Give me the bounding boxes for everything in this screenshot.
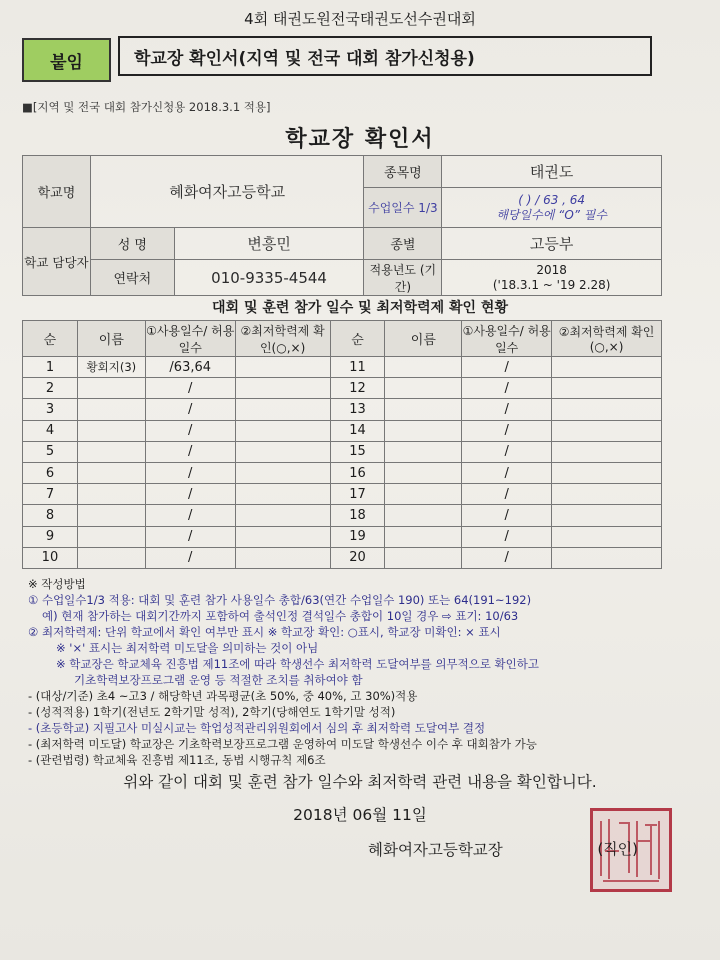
class-days-label: 수업일수 1/3 bbox=[364, 188, 442, 228]
info-table bbox=[22, 155, 662, 296]
student-name bbox=[77, 484, 145, 505]
table-row bbox=[23, 357, 662, 378]
min-academic-check bbox=[552, 484, 662, 505]
min-academic-check bbox=[552, 399, 662, 420]
min-academic-check bbox=[235, 484, 330, 505]
col-no: 순 bbox=[23, 321, 78, 357]
student-name bbox=[385, 357, 462, 378]
min-academic-check bbox=[552, 357, 662, 378]
row-number: 1 bbox=[23, 357, 78, 378]
participation-table bbox=[22, 320, 662, 569]
seal-label: (직인) bbox=[597, 840, 638, 858]
min-academic-check bbox=[552, 505, 662, 526]
min-academic-check bbox=[235, 399, 330, 420]
col-name-2: 이름 bbox=[385, 321, 462, 357]
event-label: 종목명 bbox=[364, 156, 442, 188]
row-number: 15 bbox=[330, 441, 385, 462]
student-name bbox=[385, 547, 462, 568]
min-academic-check bbox=[235, 420, 330, 441]
student-name bbox=[385, 526, 462, 547]
used-days: / bbox=[462, 420, 552, 441]
col-min-academic: ②최저학력제 확인(○,×) bbox=[235, 321, 330, 357]
note-line: ① 수업일수1/3 적용: 대회 및 훈련 참가 사용일수 총합/63(연간 수업일수 190) 또는 64(191~192) bbox=[28, 593, 532, 607]
student-name bbox=[385, 484, 462, 505]
student-name bbox=[385, 399, 462, 420]
min-academic-check bbox=[235, 462, 330, 483]
year-label: 적용년도 (기간) bbox=[364, 260, 442, 296]
student-name bbox=[77, 547, 145, 568]
min-academic-check bbox=[552, 378, 662, 399]
used-days: / bbox=[145, 484, 235, 505]
used-days: /63,64 bbox=[145, 357, 235, 378]
used-days: / bbox=[462, 547, 552, 568]
class-days-value: ( ) / 63 , 64 bbox=[518, 192, 586, 207]
student-name: 황회지(3) bbox=[77, 357, 145, 378]
used-days: / bbox=[145, 441, 235, 462]
student-name bbox=[385, 441, 462, 462]
used-days: / bbox=[145, 378, 235, 399]
note-line: - (대상/기준) 초4 ~고3 / 해당학년 과목평균(초 50%, 중 40%, 고 30%)적용 bbox=[28, 689, 418, 703]
class-days-note: 해당일수에 “O” 필수 bbox=[496, 207, 607, 222]
row-number: 3 bbox=[23, 399, 78, 420]
row-number: 6 bbox=[23, 462, 78, 483]
col-no-2: 순 bbox=[330, 321, 385, 357]
student-name bbox=[385, 378, 462, 399]
contact-label: 연락처 bbox=[90, 260, 174, 296]
form-subnote: ■[지역 및 전국 대회 참가신청용 2018.3.1 적용] bbox=[22, 100, 271, 114]
instructions bbox=[28, 576, 698, 768]
notes-heading: ※ 작성방법 bbox=[28, 577, 86, 591]
student-name bbox=[77, 526, 145, 547]
row-number: 7 bbox=[23, 484, 78, 505]
row-number: 10 bbox=[23, 547, 78, 568]
section-title: 대회 및 훈련 참가 일수 및 최저학력제 확인 현황 bbox=[212, 300, 508, 316]
row-number: 13 bbox=[330, 399, 385, 420]
min-academic-check bbox=[552, 526, 662, 547]
min-academic-check bbox=[552, 547, 662, 568]
student-name bbox=[77, 462, 145, 483]
min-academic-check bbox=[552, 420, 662, 441]
table-row bbox=[23, 420, 662, 441]
note-line: ② 최저학력제: 단위 학교에서 확인 여부만 표시 ※ 학교장 확인: ○표시, 학교장 미확인: × 표시 bbox=[28, 625, 501, 639]
note-line: - (최저학력 미도달) 학교장은 기초학력보장프로그램 운영하여 미도달 학생선수 이수 후 대회참가 가능 bbox=[28, 737, 537, 751]
table-row bbox=[23, 505, 662, 526]
used-days: / bbox=[462, 505, 552, 526]
row-number: 4 bbox=[23, 420, 78, 441]
table-header-row bbox=[23, 321, 662, 357]
row-number: 11 bbox=[330, 357, 385, 378]
note-line: - (성적적용) 1학기(전년도 2학기말 성적), 2학기(당해연도 1학기말 성적) bbox=[28, 705, 396, 719]
row-number: 8 bbox=[23, 505, 78, 526]
used-days: / bbox=[462, 378, 552, 399]
used-days: / bbox=[145, 399, 235, 420]
table-row bbox=[23, 547, 662, 568]
year-cell bbox=[442, 260, 662, 296]
student-name bbox=[385, 420, 462, 441]
min-academic-check bbox=[235, 526, 330, 547]
staff-label: 학교 담당자 bbox=[23, 228, 91, 296]
row-number: 16 bbox=[330, 462, 385, 483]
col-days: ①사용일수/ 허용일수 bbox=[145, 321, 235, 357]
used-days: / bbox=[145, 526, 235, 547]
document-title: 학교장 확인서 bbox=[285, 127, 435, 152]
min-academic-check bbox=[235, 547, 330, 568]
note-line: - (관련법령) 학교체육 진흥법 제11조, 동법 시행규칙 제6조 bbox=[28, 753, 326, 767]
table-row bbox=[23, 441, 662, 462]
attachment-badge: 붙임 bbox=[22, 38, 111, 82]
student-name bbox=[77, 378, 145, 399]
note-line: ※ '×' 표시는 최저학력 미도달을 의미하는 것이 아님 bbox=[56, 641, 319, 655]
min-academic-check bbox=[235, 505, 330, 526]
contact-value: 010-9335-4544 bbox=[174, 260, 364, 296]
year-value: 2018 bbox=[536, 262, 567, 277]
min-academic-check bbox=[552, 462, 662, 483]
table-row bbox=[23, 462, 662, 483]
category-label: 종별 bbox=[364, 228, 442, 260]
confirmation-statement: 위와 같이 대회 및 훈련 참가 일수와 최저학력 관련 내용을 확인합니다. bbox=[123, 773, 597, 791]
student-name bbox=[385, 462, 462, 483]
name-label: 성 명 bbox=[90, 228, 174, 260]
row-number: 19 bbox=[330, 526, 385, 547]
used-days: / bbox=[145, 462, 235, 483]
student-name bbox=[77, 505, 145, 526]
student-name bbox=[77, 399, 145, 420]
used-days: / bbox=[145, 505, 235, 526]
student-name bbox=[385, 505, 462, 526]
col-days-2: ①사용일수/ 허용일수 bbox=[462, 321, 552, 357]
table-row bbox=[23, 378, 662, 399]
table-row bbox=[23, 399, 662, 420]
note-line: 기초학력보장프로그램 운영 등 적절한 조치를 취하여야 함 bbox=[74, 673, 363, 687]
student-name bbox=[77, 441, 145, 462]
used-days: / bbox=[462, 357, 552, 378]
min-academic-check bbox=[235, 378, 330, 399]
row-number: 12 bbox=[330, 378, 385, 399]
principal-name: 혜화여자고등학교장 bbox=[368, 841, 503, 859]
row-number: 20 bbox=[330, 547, 385, 568]
col-name: 이름 bbox=[77, 321, 145, 357]
note-line: 예) 현재 참가하는 대회기간까지 포함하여 출석인정 결석일수 총합이 10일 경우 ⇨ 표기: 10/63 bbox=[42, 609, 519, 623]
used-days: / bbox=[145, 547, 235, 568]
student-name bbox=[77, 420, 145, 441]
row-number: 17 bbox=[330, 484, 385, 505]
row-number: 2 bbox=[23, 378, 78, 399]
row-number: 18 bbox=[330, 505, 385, 526]
class-days-cell bbox=[442, 188, 662, 228]
name-value: 변흥민 bbox=[174, 228, 364, 260]
competition-header: 4회 태권도원전국태권도선수권대회 bbox=[244, 10, 476, 28]
category-value: 고등부 bbox=[442, 228, 662, 260]
used-days: / bbox=[462, 462, 552, 483]
used-days: / bbox=[462, 441, 552, 462]
note-line: ※ 학교장은 학교체육 진흥법 제11조에 따라 학생선수 최저학력 도달여부를 의무적으로 확인하고 bbox=[56, 657, 539, 671]
event-value: 태권도 bbox=[442, 156, 662, 188]
year-range: ('18.3.1 ~ '19 2.28) bbox=[492, 277, 611, 292]
form-title-box: 학교장 확인서(지역 및 전국 대회 참가신청용) bbox=[118, 36, 652, 76]
min-academic-check bbox=[552, 441, 662, 462]
row-number: 5 bbox=[23, 441, 78, 462]
col-min-academic-2: ②최저학력제 확인(○,×) bbox=[552, 321, 662, 357]
school-label: 학교명 bbox=[23, 156, 91, 228]
school-name: 혜화여자고등학교 bbox=[90, 156, 364, 228]
issue-date: 2018년 06월 11일 bbox=[293, 806, 427, 824]
used-days: / bbox=[462, 399, 552, 420]
min-academic-check bbox=[235, 441, 330, 462]
table-row bbox=[23, 484, 662, 505]
note-line: - (초등학교) 지필고사 미실시교는 학업성적관리위원회에서 심의 후 최저학력 도달여부 결정 bbox=[28, 721, 486, 735]
used-days: / bbox=[462, 484, 552, 505]
used-days: / bbox=[462, 526, 552, 547]
used-days: / bbox=[145, 420, 235, 441]
row-number: 14 bbox=[330, 420, 385, 441]
min-academic-check bbox=[235, 357, 330, 378]
table-row bbox=[23, 526, 662, 547]
row-number: 9 bbox=[23, 526, 78, 547]
